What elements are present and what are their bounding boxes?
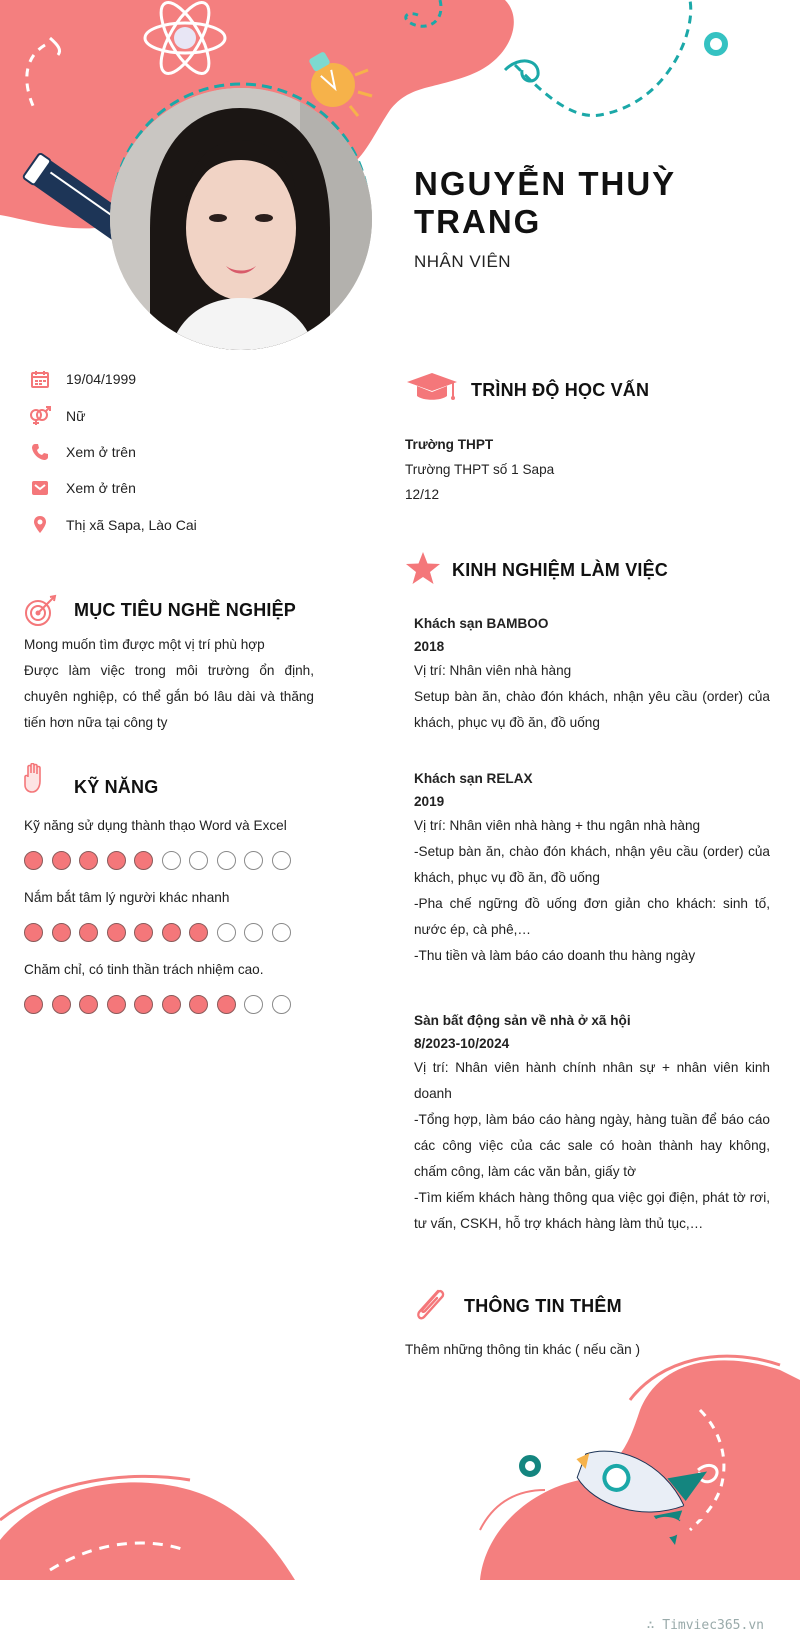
skill-1-rating (24, 851, 291, 870)
rating-dot (134, 851, 153, 870)
job-2-line-1: Vị trí: Nhân viên nhà hàng + thu ngân nhà hàng (414, 818, 701, 833)
rating-dot (217, 923, 236, 942)
rating-dot (162, 851, 181, 870)
job-3-time: 8/2023-10/2024 (414, 1036, 510, 1051)
location-icon (28, 513, 52, 537)
job-1-time: 2018 (414, 639, 445, 654)
watermark: ∴ Timviec365.vn (646, 1618, 764, 1633)
email-value[interactable]: Xem ở trên (66, 480, 136, 496)
star-icon (405, 551, 441, 585)
rating-dot (24, 851, 43, 870)
rating-dot (189, 851, 208, 870)
rating-dot (272, 851, 291, 870)
rating-dot (162, 995, 181, 1014)
rating-dot (24, 995, 43, 1014)
rating-dot (79, 923, 98, 942)
experience-title: KINH NGHIỆM LÀM VIỆC (452, 560, 669, 580)
rating-dot (79, 851, 98, 870)
paperclip-icon (410, 1285, 450, 1325)
rating-dot (79, 995, 98, 1014)
info-phone (28, 440, 348, 464)
objective-title: MỤC TIÊU NGHỀ NGHIỆP (74, 600, 297, 620)
rating-dot (162, 923, 181, 942)
education-school-type: Trường THPT (405, 437, 494, 452)
info-birthdate (28, 367, 348, 391)
rating-dot (52, 923, 71, 942)
skill-1-label: Kỹ năng sử dụng thành thạo Word và Excel (24, 818, 287, 833)
candidate-name: NGUYỄN THUỲ TRANG (414, 165, 677, 240)
info-location (28, 513, 348, 537)
rating-dot (272, 923, 291, 942)
candidate-position: NHÂN VIÊN (414, 252, 512, 271)
target-icon (24, 594, 58, 628)
rating-dot (52, 995, 71, 1014)
job-entry-2 (414, 767, 770, 969)
calendar-icon (28, 367, 52, 391)
rating-dot (217, 851, 236, 870)
gender-icon (28, 404, 52, 428)
job-1-line-1: Vị trí: Nhân viên nhà hàng (414, 663, 572, 678)
gender-value: Nữ (66, 408, 86, 424)
education-school: Trường THPT số 1 Sapa (405, 462, 555, 477)
info-gender (28, 404, 348, 428)
hand-icon (22, 763, 48, 795)
graduation-cap-icon (405, 372, 459, 404)
birthdate-value: 19/04/1999 (66, 371, 137, 387)
rating-dot (189, 995, 208, 1014)
job-3-company: Sàn bất động sản về nhà ở xã hội (414, 1013, 631, 1028)
location-value: Thị xã Sapa, Lào Cai (66, 517, 197, 533)
rating-dot (244, 851, 263, 870)
education-title: TRÌNH ĐỘ HỌC VẤN (471, 380, 650, 400)
education-grade: 12/12 (405, 487, 440, 502)
job-2-line-2: -Setup bàn ăn, chào đón khách, nhận yêu cầu (order) của khách, phục vụ đồ ăn, đồ uống (414, 844, 770, 885)
job-entry-1 (414, 612, 770, 736)
job-2-company: Khách sạn RELAX (414, 771, 533, 786)
objective-line-2: Được làm việc trong môi trường ổn định, chuyên nghiệp, có thể gắn bó lâu dài và thăng tiến hơn nữa tại công ty (24, 663, 314, 730)
objective-text (24, 632, 314, 736)
rating-dot (189, 923, 208, 942)
job-entry-3 (414, 1009, 770, 1237)
phone-icon (28, 440, 52, 464)
rating-dot (107, 995, 126, 1014)
job-2-line-4: -Thu tiền và làm báo cáo doanh thu hàng ngày (414, 948, 696, 963)
rating-dot (272, 995, 291, 1014)
skills-title: KỸ NĂNG (74, 777, 159, 797)
skill-3-rating (24, 995, 291, 1014)
phone-value[interactable]: Xem ở trên (66, 444, 136, 460)
job-3-line-2: -Tổng hợp, làm báo cáo hàng ngày, hàng tuần để báo cáo các công việc của các sale có hoàn thành hay không, chấm công, làm các văn bản, giấy tờ (414, 1112, 770, 1179)
rating-dot (107, 923, 126, 942)
rating-dot (52, 851, 71, 870)
skill-3-label: Chăm chỉ, có tinh thần trách nhiệm cao. (24, 962, 264, 977)
job-3-line-3: -Tìm kiếm khách hàng thông qua việc gọi điện, phát tờ rơi, tư vấn, CSKH, hỗ trợ khách hàng làm thủ tục,… (414, 1190, 770, 1231)
objective-line-1: Mong muốn tìm được một vị trí phù hợp (24, 637, 265, 652)
additional-title: THÔNG TIN THÊM (464, 1296, 622, 1316)
job-3-line-1: Vị trí: Nhân viên hành chính nhân sự + nhân viên kinh doanh (414, 1060, 770, 1101)
skill-2-label: Nắm bắt tâm lý người khác nhanh (24, 890, 230, 905)
rating-dot (134, 995, 153, 1014)
job-1-line-2: Setup bàn ăn, chào đón khách, nhận yêu cầu (order) của khách, phục vụ đồ ăn, đồ uống (414, 689, 770, 730)
email-icon (28, 476, 52, 500)
job-2-time: 2019 (414, 794, 445, 809)
rating-dot (244, 995, 263, 1014)
job-2-line-3: -Pha chế ngững đồ uống đơn giản cho khách: sinh tố, nước ép, cà phê,… (414, 896, 770, 937)
job-1-company: Khách sạn BAMBOO (414, 616, 549, 631)
profile-photo (110, 88, 372, 350)
bottom-pink-blob-left (0, 1482, 295, 1580)
additional-text: Thêm những thông tin khác ( nếu cần ) (405, 1342, 641, 1357)
rating-dot (217, 995, 236, 1014)
rating-dot (244, 923, 263, 942)
rating-dot (134, 923, 153, 942)
rating-dot (107, 851, 126, 870)
info-email (28, 476, 348, 500)
rating-dot (24, 923, 43, 942)
skill-2-rating (24, 923, 291, 942)
